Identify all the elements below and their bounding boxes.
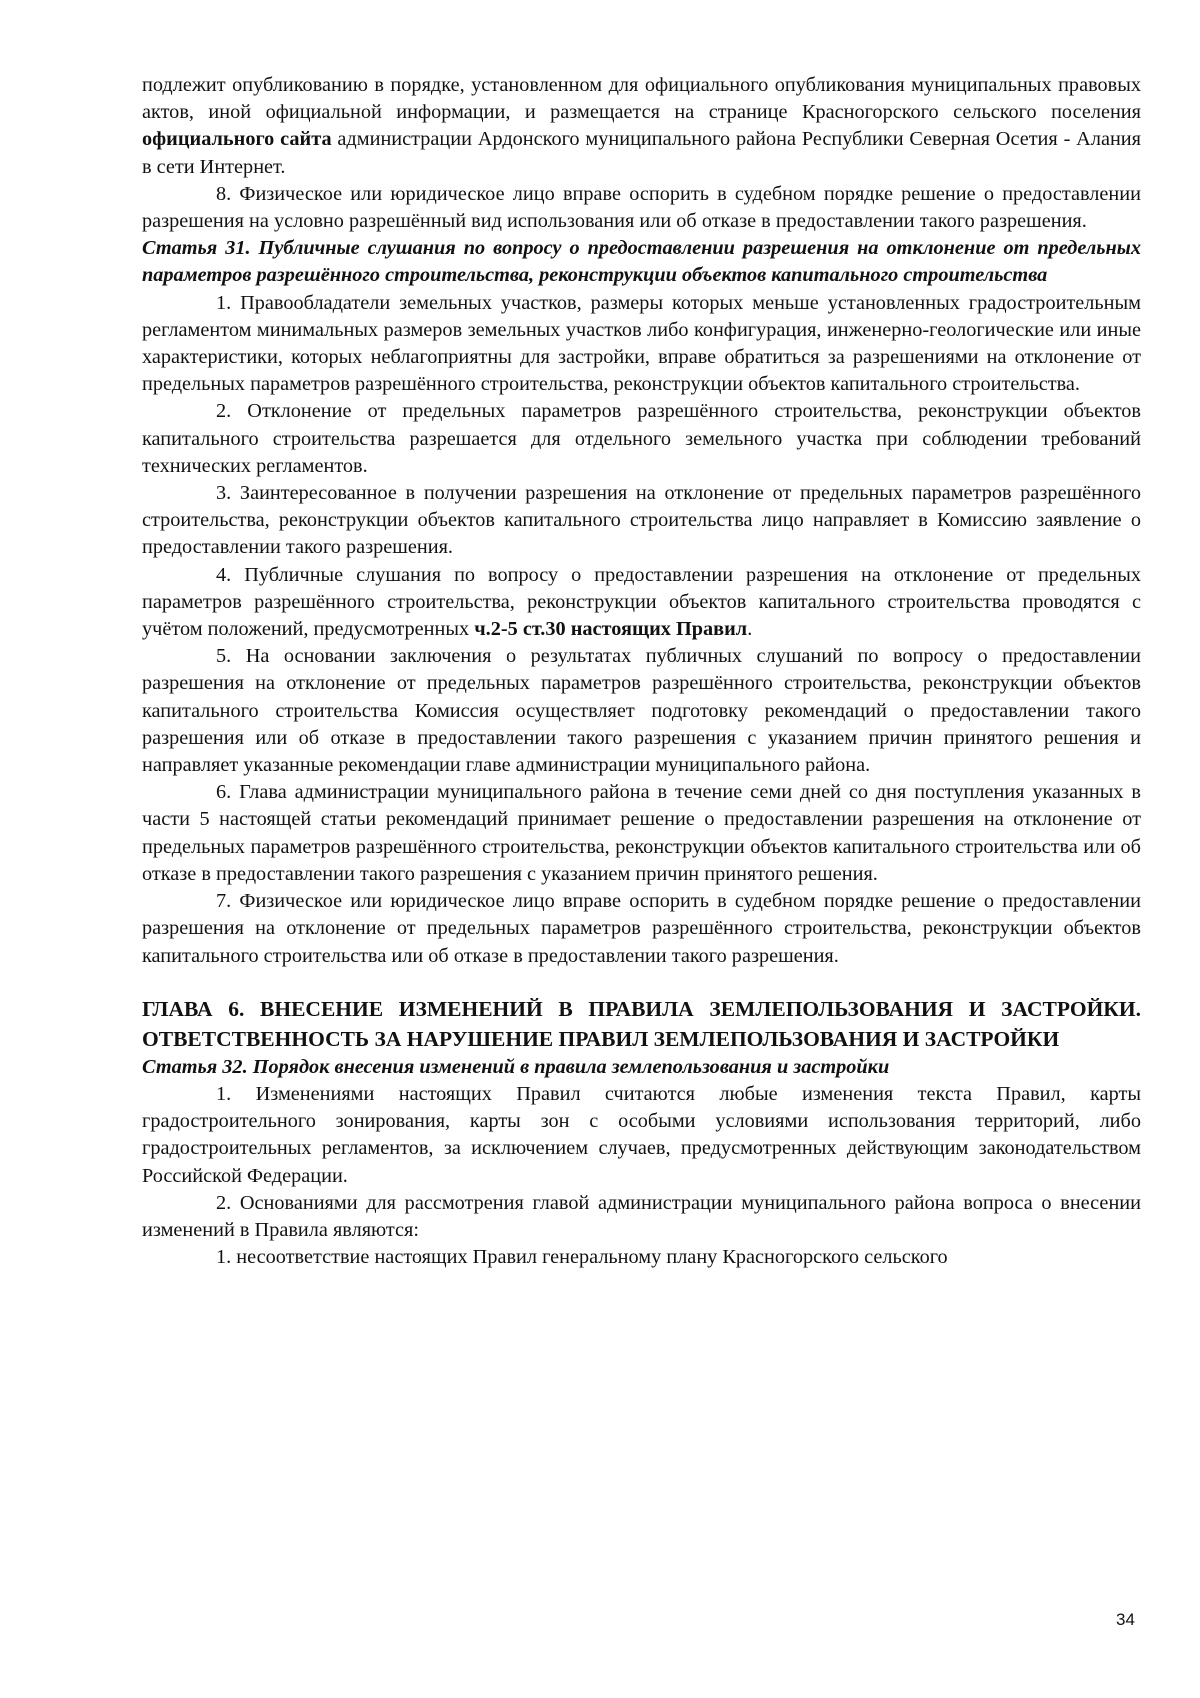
bold-text-run: официального сайта <box>142 128 332 151</box>
bold-reference: ч.2-5 ст.30 настоящих Правил <box>474 618 748 641</box>
article-31-item-1: 1. Правообладатели земельных участков, размеры которых меньше установленных градостроительным регламентом минимальных размеров земельных участков либо конфигурация, инженерно-геологические или иные характеристики, которых неблагоприятны для застройки, вправе обратиться за разрешениями на отклонение от предельных параметров разрешённого строительства, реконструкции объектов капитального строительства. <box>142 291 1141 396</box>
article-32-item-2: 2. Основаниями для рассмотрения главой администрации муниципального района вопроса о внесении изменений в Правила являются: <box>142 1191 1141 1241</box>
article-32-item-1: 1. Изменениями настоящих Правил считаются любые изменения текста Правил, карты градостроительного зонирования, карты зон с особыми условиями использования территорий, либо градостроительных регламентов, за исключением случаев, предусмотренных действующим законодательством Российской Федерации. <box>142 1082 1141 1187</box>
paragraph-8: 8. Физическое или юридическое лицо вправе оспорить в судебном порядке решение о предоставлении разрешения на условно разрешённый вид использования или об отказе в предоставлении такого разрешения. <box>142 182 1141 233</box>
chapter-6-heading: ГЛАВА 6. ВНЕСЕНИЕ ИЗМЕНЕНИЙ В ПРАВИЛА ЗЕМЛЕПОЛЬЗОВАНИЯ И ЗАСТРОЙКИ. ОТВЕТСТВЕННОСТЬ ЗА НАРУШЕНИЕ ПРАВИЛ ЗЕМЛЕПОЛЬЗОВАНИЯ И ЗАСТРОЙКИ <box>142 996 1141 1051</box>
document-body <box>142 72 1141 1271</box>
page-number: 34 <box>1116 1610 1135 1629</box>
text-run: администрации Ардонского муниципального района Республики Северная Осетия - Алания в сети Интернет. <box>142 128 1141 178</box>
article-31-item-5: 5. На основании заключения о результатах публичных слушаний по вопросу о предоставлении разрешения на отклонение от предельных параметров разрешённого строительства, реконструкции объектов капитального строительства Комиссия осуществляет подготовку рекомендаций о предоставлении такого разрешения или об отказе в предоставлении такого разрешения с указанием причин принятого решения и направляет указанные рекомендации главе администрации муниципального района. <box>142 645 1141 777</box>
text-run: 4. Публичные слушания по вопросу о предоставлении разрешения на отклонение от предельных параметров разрешённого строительства, реконструкции объектов капитального строительства проводятся с учётом положений, предусмотренных <box>142 563 1141 641</box>
text-run: подлежит опубликованию в порядке, установленном для официального опубликования муниципальных правовых актов, иной официальной информации, и размещается на странице Красногорского сельского поселения <box>142 74 1141 124</box>
article-31-heading: Статья 31. Публичные слушания по вопросу о предоставлении разрешения на отклонение от предельных параметров разрешённого строительства, реконструкции объектов капитального строительства <box>142 237 1141 287</box>
article-31-item-4 <box>142 562 1141 644</box>
paragraph-continuation <box>142 72 1141 181</box>
article-31-item-6: 6. Глава администрации муниципального района в течение семи дней со дня поступления указанных в части 5 настоящей статьи рекомендаций принимает решение о предоставлении разрешения на отклонение от предельных параметров разрешённого строительства, реконструкции объектов капитального строительства или об отказе в предоставлении такого разрешения с указанием причин принятого решения. <box>142 781 1141 885</box>
article-32-heading: Статья 32. Порядок внесения изменений в правила землепользования и застройки <box>142 1055 890 1078</box>
article-32-subitem-1: 1. несоответствие настоящих Правил генеральному плану Красногорского сельского <box>216 1246 948 1269</box>
article-31-item-7: 7. Физическое или юридическое лицо вправе оспорить в судебном порядке решение о предоставлении разрешения на отклонение от предельных параметров разрешённого строительства, реконструкции объектов капитального строительства или об отказе в предоставлении такого разрешения. <box>142 890 1141 967</box>
article-31-item-3: 3. Заинтересованное в получении разрешения на отклонение от предельных параметров разрешённого строительства, реконструкции объектов капитального строительства лицо направляет в Комиссию заявление о предоставлении такого разрешения. <box>142 482 1141 559</box>
article-31-item-2: 2. Отклонение от предельных параметров разрешённого строительства, реконструкции объектов капитального строительства разрешается для отдельного земельного участка при соблюдении требований технических регламентов. <box>142 400 1141 477</box>
text-run: . <box>747 618 753 641</box>
